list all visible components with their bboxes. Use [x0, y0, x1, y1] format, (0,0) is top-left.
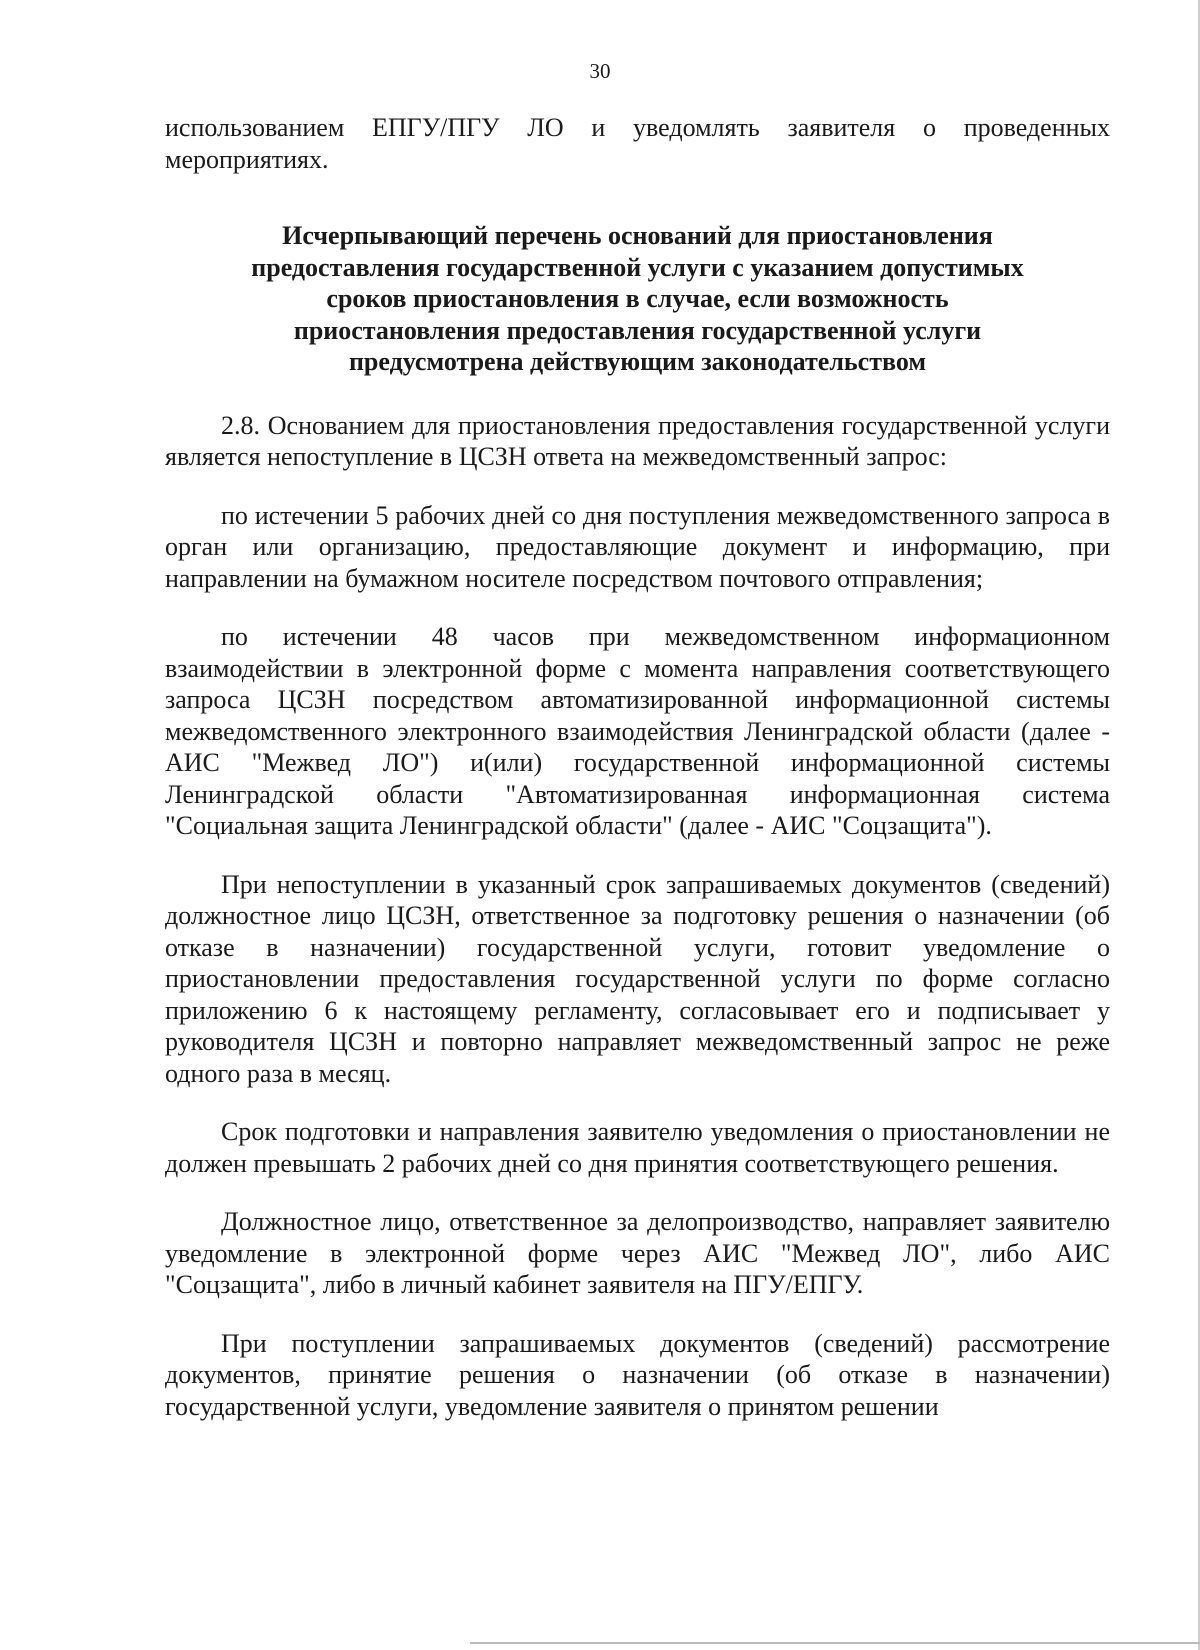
paragraph-notice-term: Срок подготовки и направления заявителю уведомления о приостановлении не должен превышать 2 рабочих дней со дня принятия соответствующего решения.	[165, 1117, 1110, 1178]
paragraph-2-8: 2.8. Основанием для приостановления предоставления государственной услуги является непоступление в ЦСЗН ответа на межведомственный запрос:	[165, 410, 1110, 471]
heading-line-4: приостановления предоставления государственной услуги	[293, 315, 982, 345]
paragraph-official-sends: Должностное лицо, ответственное за делопроизводство, направляет заявителю уведомление в электронной форме через АИС "Межвед ЛО", либо АИС "Соцзащита", либо в личный кабинет заявителя на ПГУ/ЕПГУ.	[165, 1207, 1110, 1299]
paragraph-paper-request: по истечении 5 рабочих дней со дня поступления межведомственного запроса в орган или организацию, предоставляющие документ и информацию, при направлении на бумажном носителе посредством почтового отправления;	[165, 500, 1110, 593]
scan-edge-bottom	[470, 1642, 1200, 1644]
paragraph-non-receipt: При непоступлении в указанный срок запрашиваемых документов (сведений) должностное лицо ЦСЗН, ответственное за подготовку решения о назначении (об отказе в назначении) государственной услуги, готовит уведомление о приостановлении предоставления государственной услуги по форме согласно приложению 6 к настоящему регламенту, согласовывает его и подписывает у руководителя ЦСЗН и повторно направляет межведомственный запрос не реже одного раза в месяц.	[165, 869, 1110, 1088]
paragraph-on-receipt: При поступлении запрашиваемых документов (сведений) рассмотрение документов, принятие решения о назначении (об отказе в назначении) государственной услуги, уведомление заявителя о принятом решении	[165, 1328, 1110, 1421]
intro-paragraph: использованием ЕПГУ/ПГУ ЛО и уведомлять заявителя о проведенных мероприятиях.	[165, 113, 1110, 174]
heading-line-3: сроков приостановления в случае, если возможность	[326, 284, 949, 313]
page-number: 30	[589, 59, 611, 83]
heading-line-5: предусмотрена действующим законодательством	[348, 347, 927, 376]
paragraph-electronic-request: по истечении 48 часов при межведомственном информационном взаимодействии в электронной форме с момента направления соответствующего запроса ЦСЗН посредством автоматизированной информационной системы межведомственного электронного взаимодействия Ленинградской области (далее - АИС "Межвед ЛО") и(или) государственной информационной системы Ленинградской области "Автоматизированная информационная система "Социальная защита Ленинградской области" (далее - АИС "Соцзащита").	[165, 622, 1110, 840]
section-heading	[165, 220, 1110, 378]
heading-line-2: предоставления государственной услуги с указанием допустимых	[251, 252, 1024, 282]
document-body	[165, 112, 1110, 1422]
heading-line-1: Исчерпывающий перечень оснований для приостановления	[282, 221, 993, 250]
